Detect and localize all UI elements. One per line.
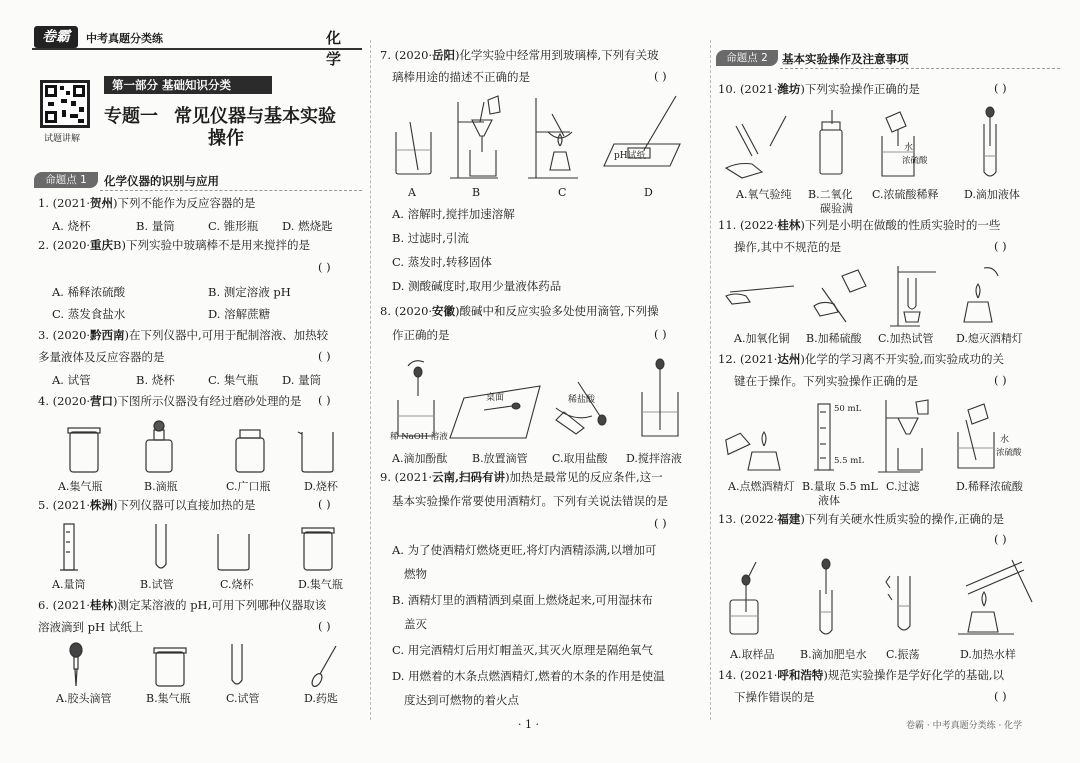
page-number: · 1 · <box>518 718 539 731</box>
q11-location: 桂林 <box>777 218 801 232</box>
q5-caption-d: D.集气瓶 <box>298 578 343 591</box>
q9-stem: )加热是最常见的反应条件,这一 <box>505 470 663 484</box>
question-3 <box>38 326 328 344</box>
dropper-bottle-icon <box>146 421 172 472</box>
q10-acid-label: 浓硫酸 <box>902 156 928 166</box>
question-6 <box>38 596 326 614</box>
q3-option-b: B. 烧杯 <box>136 373 175 387</box>
add-dilute-acid-icon <box>814 270 866 322</box>
q5-caption-c: C.烧杯 <box>220 578 254 591</box>
q1-stem: )下列不能作为反应容器的是 <box>113 196 256 210</box>
q1-option-a: A. 烧杯 <box>52 219 91 233</box>
q6-answer-paren[interactable]: ( ) <box>318 619 331 633</box>
q4-caption-b: B.滴瓶 <box>144 480 178 493</box>
q2-location: 重庆 <box>90 238 114 252</box>
question-11 <box>718 216 1000 234</box>
q7-stem: )化学实验中经常用到玻璃棒,下列有关玻 <box>455 48 659 62</box>
soap-water-tube-icon <box>820 559 832 634</box>
beaker-icon <box>298 432 333 472</box>
q10-head: 10. (2021· <box>718 82 778 96</box>
qr-caption: 试题讲解 <box>44 134 81 144</box>
drop-liquid-icon <box>984 107 996 176</box>
sample-bottle-icon <box>730 562 758 634</box>
shake-tube-icon <box>886 576 910 630</box>
topic-title-line2: 操作 <box>208 128 244 149</box>
q4-caption-c: C.广口瓶 <box>226 480 271 493</box>
graduated-cylinder-icon <box>60 524 78 570</box>
q12-50ml-label: 50 mL <box>834 404 862 414</box>
q4-apparatus-figure <box>40 420 360 476</box>
q7-apparatus-figure <box>388 92 698 182</box>
q2-option-b: B. 测定溶液 pH <box>208 285 291 299</box>
header-rule <box>32 48 362 50</box>
q10-stem: )下列实验操作正确的是 <box>800 82 920 96</box>
heat-test-tube-icon <box>890 266 936 326</box>
footer-right: 卷霸 · 中考真题分类练 · 化学 <box>906 721 1023 731</box>
q6-location: 桂林 <box>90 598 114 612</box>
question-8 <box>380 302 659 320</box>
q5-answer-paren[interactable]: ( ) <box>318 497 331 511</box>
point2-rule <box>780 68 1060 69</box>
wide-mouth-bottle-icon <box>236 430 264 472</box>
q4-location: 营口 <box>90 394 114 408</box>
question-5 <box>38 496 256 514</box>
q7-head: 7. (2020· <box>380 48 433 62</box>
q3-answer-paren[interactable]: ( ) <box>318 349 331 363</box>
q2-answer-paren[interactable]: ( ) <box>318 260 331 274</box>
q12-caption-b: B.量取 5.5 mL <box>802 480 878 493</box>
q12-location: 达州 <box>777 352 801 366</box>
q11-apparatus-figure <box>722 262 1052 328</box>
q7-option-a: A. 溶解时,搅拌加速溶解 <box>392 207 515 221</box>
add-copper-oxide-icon <box>726 286 794 304</box>
inverted-dropper-icon <box>556 382 606 434</box>
question-14 <box>718 666 1004 684</box>
q2-stem: B)下列实验中玻璃棒不是用来搅拌的是 <box>113 238 310 252</box>
q4-caption-d: D.烧杯 <box>304 480 338 493</box>
topic-label: 专题一 <box>104 106 158 127</box>
q12-caption-b2: 液体 <box>818 494 840 507</box>
q8-stem-line2: 作正确的是 <box>392 328 450 342</box>
acid-dilution-icon <box>958 404 994 468</box>
dissolving-beaker-icon <box>396 122 431 174</box>
q7-stem-line2: 璃棒用途的描述不正确的是 <box>392 70 530 84</box>
q12-stem-line2: 键在于操作。下列实验操作正确的是 <box>734 374 918 388</box>
q9-answer-paren[interactable]: ( ) <box>654 516 667 530</box>
q5-caption-b: B.试管 <box>140 578 174 591</box>
q6-caption-d: D.药匙 <box>304 692 338 705</box>
q12-answer-paren[interactable]: ( ) <box>994 373 1007 387</box>
column-divider-right <box>710 40 711 720</box>
point2-title: 基本实验操作及注意事项 <box>782 52 909 66</box>
q10-caption-d: D.滴加液体 <box>964 188 1020 201</box>
co2-collection-icon <box>820 110 842 174</box>
q6-caption-a: A.胶头滴管 <box>56 692 112 705</box>
q3-option-c: C. 集气瓶 <box>208 373 259 387</box>
q12-stem: )化学的学习离不开实验,而实验成功的关 <box>800 352 1004 366</box>
evaporation-icon <box>528 98 578 178</box>
q9-option-a-cont: 燃物 <box>404 567 427 581</box>
q1-head: 1. (2021· <box>38 196 91 210</box>
q1-option-d: D. 燃烧匙 <box>282 219 333 233</box>
q10-caption-b: B.二氧化 <box>808 188 853 201</box>
q7-answer-paren[interactable]: ( ) <box>654 69 667 83</box>
q8-caption-c: C.取用盐酸 <box>552 452 608 465</box>
extinguish-lamp-icon <box>964 268 998 322</box>
q13-caption-c: C.振荡 <box>886 648 920 661</box>
q12-water-label: 水 <box>1000 435 1010 445</box>
q13-stem: )下列有关硬水性质实验的操作,正确的是 <box>800 512 1004 526</box>
q8-location: 安徽 <box>432 304 456 318</box>
point1-rule <box>100 190 362 191</box>
q6-caption-b: B.集气瓶 <box>146 692 191 705</box>
q6-head: 6. (2021· <box>38 598 91 612</box>
point1-title: 化学仪器的识别与应用 <box>104 174 219 188</box>
q12-caption-d: D.稀释浓硫酸 <box>956 480 1023 493</box>
column-divider-left <box>370 40 371 720</box>
q12-head: 12. (2021· <box>718 352 778 366</box>
q13-caption-b: B.滴加肥皂水 <box>800 648 867 661</box>
q4-head: 4. (2020· <box>38 394 91 408</box>
q3-stem-line2: 多量液体及反应容器的是 <box>38 350 165 364</box>
filtration-stand-icon <box>450 96 500 178</box>
q12-acid-label: 浓硫酸 <box>996 448 1022 458</box>
point1-tag: 命题点 1 <box>34 172 98 188</box>
q13-caption-d: D.加热水样 <box>960 648 1016 661</box>
q4-stem: )下图所示仪器没有经过磨砂处理的是 <box>113 394 302 408</box>
part-banner: 第一部分 基础知识分类 <box>104 76 272 94</box>
q1-option-b: B. 量筒 <box>136 219 175 233</box>
q10-apparatus-figure <box>722 106 1052 184</box>
q11-caption-d: D.熄灭酒精灯 <box>956 332 1023 345</box>
heat-water-sample-icon <box>958 560 1032 634</box>
q9-option-b-cont: 盖灭 <box>404 617 427 631</box>
q3-location: 黔西南 <box>90 328 125 342</box>
filtration-icon <box>878 400 928 472</box>
q7-option-d: D. 测酸碱度时,取用少量液体药品 <box>392 279 562 293</box>
q6-stem-line2: 溶液滴到 pH 试纸上 <box>38 620 144 634</box>
topic-title-line1: 常见仪器与基本实验 <box>174 106 336 127</box>
q5-location: 株洲 <box>90 498 114 512</box>
q7-option-c: C. 蒸发时,转移固体 <box>392 255 492 269</box>
q8-answer-paren[interactable]: ( ) <box>654 327 667 341</box>
q8-head: 8. (2020· <box>380 304 433 318</box>
gas-jar-icon <box>302 528 334 570</box>
q5-stem: )下列仪器可以直接加热的是 <box>113 498 256 512</box>
qr-code[interactable] <box>40 80 90 128</box>
q9-head: 9. (2021· <box>380 470 433 484</box>
q7-location: 岳阳 <box>432 48 456 62</box>
q7-fig-a: A <box>408 186 416 199</box>
q1-option-c: C. 锥形瓶 <box>208 219 259 233</box>
q9-option-d-cont: 度达到可燃物的着火点 <box>404 693 519 707</box>
q2-head: 2. (2020· <box>38 238 91 252</box>
q9-option-c: C. 用完酒精灯后用灯帽盖灭,其灭火原理是隔绝氧气 <box>392 643 653 657</box>
stir-beaker-icon <box>642 359 678 436</box>
q11-caption-b: B.加稀硫酸 <box>806 332 862 345</box>
rubber-dropper-icon <box>70 643 82 686</box>
q13-location: 福建 <box>777 512 801 526</box>
q10-caption-b2: 碳验满 <box>820 202 853 215</box>
q14-head: 14. (2021· <box>718 668 778 682</box>
q11-answer-paren[interactable]: ( ) <box>994 239 1007 253</box>
q11-stem-line2: 操作,其中不规范的是 <box>734 240 842 254</box>
q10-location: 潍坊 <box>777 82 801 96</box>
qr-pattern-icon <box>43 83 87 125</box>
q10-caption-a: A.氧气验纯 <box>736 188 792 201</box>
q7-fig-c: C <box>558 186 567 199</box>
q7-option-b: B. 过滤时,引流 <box>392 231 469 245</box>
header <box>30 24 350 68</box>
test-tube-icon <box>232 644 242 684</box>
question-13 <box>718 510 1004 528</box>
q11-head: 11. (2022· <box>718 218 778 232</box>
question-10 <box>718 80 920 98</box>
graduated-cylinder-icon <box>814 404 834 470</box>
question-12 <box>718 350 1004 368</box>
q3-head: 3. (2020· <box>38 328 91 342</box>
spatula-icon <box>310 646 336 688</box>
dropper-into-flask-icon <box>398 361 434 436</box>
subject-title: 化学 <box>326 29 342 68</box>
q5-caption-a: A.量筒 <box>52 578 86 591</box>
q8-desk-label: 桌面 <box>486 393 505 403</box>
q12-caption-a: A.点燃酒精灯 <box>728 480 795 493</box>
question-1 <box>38 194 256 212</box>
q7-fig-b: B <box>472 186 481 199</box>
q13-head: 13. (2022· <box>718 512 778 526</box>
point2-tag: 命题点 2 <box>716 50 778 66</box>
q14-stem-line2: 下操作错误的是 <box>734 690 815 704</box>
question-4 <box>38 392 302 410</box>
q8-caption-d: D.搅拌溶液 <box>626 452 682 465</box>
q3-option-a: A. 试管 <box>52 373 91 387</box>
gas-jar-icon <box>154 648 186 686</box>
question-2 <box>38 236 310 254</box>
q10-caption-c: C.浓硫酸稀释 <box>872 188 939 201</box>
q2-option-c: C. 蒸发食盐水 <box>52 307 126 321</box>
q3-stem: )在下列仪器中,可用于配制溶液、加热较 <box>124 328 329 342</box>
q5-apparatus-figure <box>40 518 360 574</box>
q5-head: 5. (2021· <box>38 498 91 512</box>
q4-answer-paren[interactable]: ( ) <box>318 393 331 407</box>
lamp-to-lamp-icon <box>722 432 780 470</box>
series-title: 中考真题分类练 <box>86 32 163 45</box>
q11-caption-c: C.加热试管 <box>878 332 934 345</box>
q8-stem: )酸碱中和反应实验多处使用滴管,下列操 <box>455 304 659 318</box>
q12-caption-c: C.过滤 <box>886 480 920 493</box>
q8-hcl-label: 稀盐酸 <box>568 395 596 405</box>
q13-apparatus-figure <box>722 556 1052 640</box>
q9-option-a: A. 为了使酒精灯燃烧更旺,将灯内酒精添满,以增加可 <box>392 543 657 557</box>
q13-caption-a: A.取样品 <box>730 648 775 661</box>
q11-caption-a: A.加氧化铜 <box>734 332 790 345</box>
q6-caption-c: C.试管 <box>226 692 260 705</box>
q8-caption-b: B.放置滴管 <box>472 452 528 465</box>
q13-answer-paren[interactable]: ( ) <box>994 532 1007 546</box>
q10-answer-paren[interactable]: ( ) <box>994 81 1007 95</box>
q3-option-d: D. 量筒 <box>282 373 322 387</box>
q6-stem: )测定某溶液的 pH,可用下列哪种仪器取该 <box>113 598 327 612</box>
q2-option-a: A. 稀释浓硫酸 <box>52 285 126 299</box>
q8-caption-a: A.滴加酚酞 <box>392 452 448 465</box>
gas-jar-icon <box>68 428 100 472</box>
logo: 卷霸 <box>34 26 78 48</box>
q9-option-b: B. 酒精灯里的酒精洒到桌面上燃烧起来,可用湿抹布 <box>392 593 653 607</box>
question-9 <box>380 468 663 486</box>
q2-option-d: D. 溶解蔗糖 <box>208 307 271 321</box>
beaker-icon <box>218 534 249 570</box>
q8-naoh-label: 稀 NaOH 溶液 <box>390 432 448 442</box>
q9-location: 云南,扫码有讲 <box>432 470 506 484</box>
q9-stem-line2: 基本实验操作常要使用酒精灯。下列有关说法错误的是 <box>392 494 668 508</box>
q11-stem: )下列是小明在做酸的性质实验时的一些 <box>800 218 1001 232</box>
q6-apparatus-figure <box>40 640 360 690</box>
q14-location: 呼和浩特 <box>777 668 824 682</box>
oxygen-purity-test-icon <box>726 116 786 178</box>
q12-55ml-label: 5.5 mL <box>834 456 864 466</box>
q10-water-label: 水 <box>904 143 914 153</box>
q14-stem: )规范实验操作是学好化学的基础,以 <box>823 668 1004 682</box>
q1-location: 贺州 <box>90 196 114 210</box>
q7-ph-label: pH试纸 <box>614 151 646 161</box>
question-7 <box>380 46 659 64</box>
q7-fig-d: D <box>644 186 653 199</box>
q9-option-d: D. 用燃着的木条点燃酒精灯,燃着的木条的作用是使温 <box>392 669 665 683</box>
test-tube-icon <box>156 524 166 568</box>
q4-caption-a: A.集气瓶 <box>58 480 103 493</box>
q14-answer-paren[interactable]: ( ) <box>994 689 1007 703</box>
